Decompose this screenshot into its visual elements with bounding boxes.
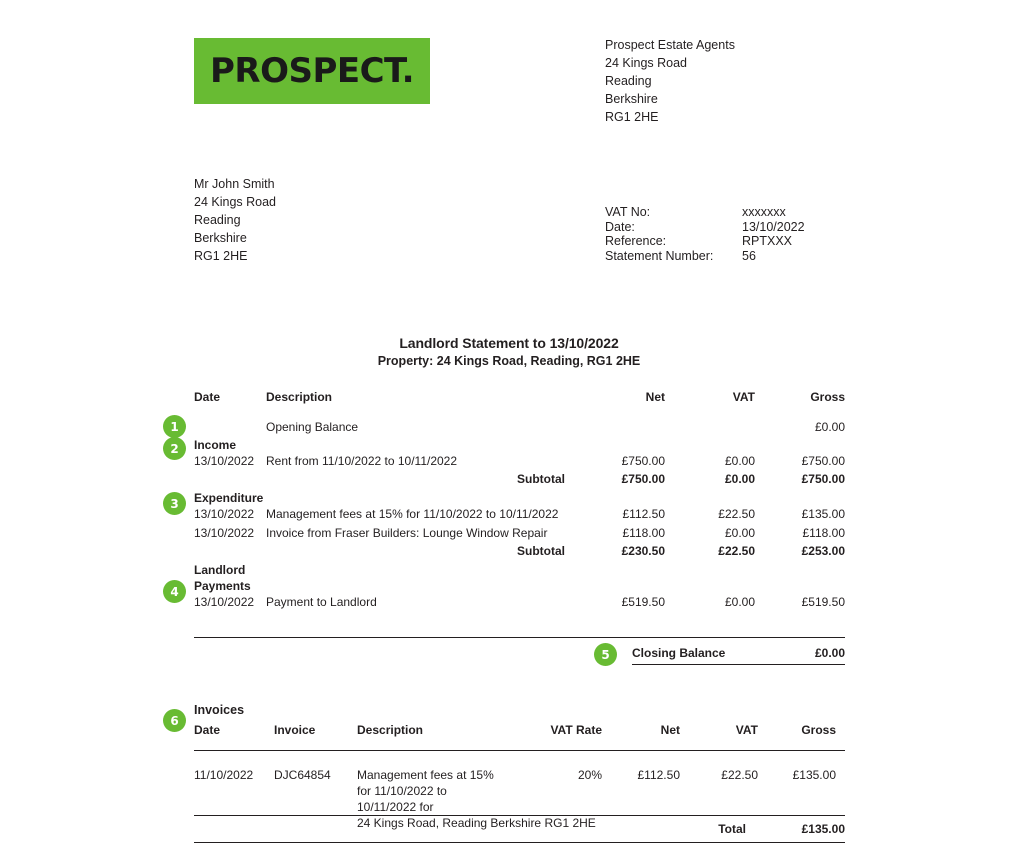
invoices-header-description: Description [357,723,424,737]
expenditure-row-date: 13/10/2022 [194,507,255,521]
meta-row-vat-no [605,205,805,220]
step-marker-6 [163,709,186,732]
income-row-description: Rent from 11/10/2022 to 10/11/2022 [266,454,458,468]
invoices-header-vat: VAT [735,723,758,737]
invoices-total-row [194,815,845,843]
meta-label: Date: [605,219,635,234]
expenditure-subtotal-row [194,541,845,559]
step-marker-label: 2 [170,441,179,456]
step-marker-label: 5 [601,647,610,662]
invoices-header-net: Net [660,723,680,737]
header-date: Date [194,390,221,404]
step-marker-5 [594,643,617,666]
customer-address-line: Mr John Smith [194,177,275,191]
income-row-vat: £0.00 [724,454,755,468]
customer-address-line: 24 Kings Road [194,195,277,209]
invoice-description-line: for 11/10/2022 to [357,784,447,798]
step-marker-label: 3 [170,496,179,511]
opening-balance-gross: £0.00 [814,420,845,434]
meta-value: 13/10/2022 [742,219,805,234]
statement-divider [194,637,845,638]
income-subtotal-net: £750.00 [621,472,665,486]
income-section-title-row [194,435,845,453]
landlord-payments-section-title-row [194,559,845,594]
opening-balance-row [194,419,845,435]
expenditure-row-net: £112.50 [622,507,665,521]
invoice-vat-rate: 20% [577,768,602,782]
meta-value: 56 [742,248,756,263]
income-row-net: £750.00 [621,454,665,468]
invoice-description-line: 24 Kings Road, Reading Berkshire RG1 2HE [357,816,596,830]
expenditure-row-net: £118.00 [622,526,665,540]
expenditure-subtotal-vat: £22.50 [718,544,755,558]
invoices-total-label: Total [718,822,746,836]
expenditure-row-date: 13/10/2022 [194,526,255,540]
statement-table [194,389,845,610]
meta-value: RPTXXX [742,234,793,248]
agent-address-line: Reading [605,74,652,88]
customer-address-line: Reading [194,213,241,227]
statement-header-row [194,389,845,419]
document-meta [605,205,805,263]
closing-balance-row [632,646,845,665]
expenditure-row-gross: £135.00 [801,507,845,521]
invoice-description-line: Management fees at 15% [357,768,494,782]
expenditure-row-vat: £22.50 [718,507,755,521]
opening-balance-label: Opening Balance [266,420,359,434]
customer-address-line: Berkshire [194,231,247,245]
landlord-payment-gross: £519.50 [801,595,845,609]
expenditure-row-description: Management fees at 15% for 11/10/2022 to 10/11/2022 [266,507,559,521]
invoice-date: 11/10/2022 [194,768,254,782]
landlord-payment-net: £519.50 [621,595,665,609]
closing-balance-value: £0.00 [814,646,845,660]
header-vat: VAT [732,390,755,404]
agent-address [605,36,735,126]
income-row [194,453,845,469]
step-marker-label: 1 [170,419,179,434]
prospect-logo [194,38,430,104]
expenditure-row [194,522,845,541]
expenditure-row-description: Invoice from Fraser Builders: Lounge Window Repair [266,526,548,540]
agent-address-line: Berkshire [605,92,658,106]
invoice-number: DJC64854 [274,768,331,782]
expenditure-row-gross: £118.00 [802,526,845,540]
customer-address-line: RG1 2HE [194,249,248,263]
meta-row-statement-number [605,249,805,264]
expenditure-section-title-row [194,487,845,506]
step-marker-4 [163,580,186,603]
meta-label: Statement Number: [605,248,714,263]
income-subtotal-label: Subtotal [517,472,565,486]
invoices-header-row [194,722,845,751]
invoices-header-date: Date [194,723,221,737]
customer-address [194,175,276,265]
meta-label: VAT No: [605,205,651,219]
closing-balance-label: Closing Balance [632,646,726,660]
landlord-payment-date: 13/10/2022 [194,595,255,609]
invoice-vat: £22.50 [721,768,758,782]
meta-row-reference [605,234,805,249]
step-marker-2 [163,437,186,460]
step-marker-label: 6 [170,713,179,728]
logo-text: PROSPECT. [209,51,415,91]
agent-address-line: 24 Kings Road [605,56,688,70]
income-subtotal-row [194,469,845,487]
invoices-header-vat-rate: VAT Rate [550,723,602,737]
step-marker-label: 4 [170,584,179,599]
header-description: Description [266,390,333,404]
expenditure-section-title: Expenditure [194,491,264,505]
invoice-net: £112.50 [637,768,680,782]
income-section-title: Income [194,438,237,452]
expenditure-subtotal-net: £230.50 [621,544,665,558]
meta-label: Reference: [605,234,667,248]
agent-address-line: Prospect Estate Agents [605,38,735,52]
income-subtotal-vat: £0.00 [724,472,755,486]
income-subtotal-gross: £750.00 [801,472,845,486]
header-net: Net [645,390,665,404]
income-row-gross: £750.00 [801,454,845,468]
landlord-payments-section-title: Landlord Payments [194,563,251,593]
invoice-description-line: 10/11/2022 for [357,800,434,814]
page-title: Landlord Statement to 13/10/2022 [399,335,619,351]
invoices-header-invoice: Invoice [274,723,316,737]
invoices-title: Invoices [194,703,245,717]
landlord-payment-row [194,594,845,610]
meta-value: xxxxxxx [742,205,786,219]
expenditure-row-vat: £0.00 [724,526,755,540]
header-gross: Gross [810,390,845,404]
landlord-payment-description: Payment to Landlord [266,595,377,609]
income-row-date: 13/10/2022 [194,454,255,468]
meta-row-date [605,220,805,235]
landlord-payment-vat: £0.00 [724,595,755,609]
expenditure-row [194,506,845,522]
step-marker-1 [163,415,186,438]
agent-address-line: RG1 2HE [605,110,659,124]
invoices-header-gross: Gross [801,723,836,737]
expenditure-subtotal-label: Subtotal [517,544,565,558]
invoice-gross: £135.00 [792,768,836,782]
invoices-total-value: £135.00 [801,822,845,836]
expenditure-subtotal-gross: £253.00 [801,544,845,558]
page-subtitle: Property: 24 Kings Road, Reading, RG1 2HE [377,354,641,368]
step-marker-3 [163,492,186,515]
